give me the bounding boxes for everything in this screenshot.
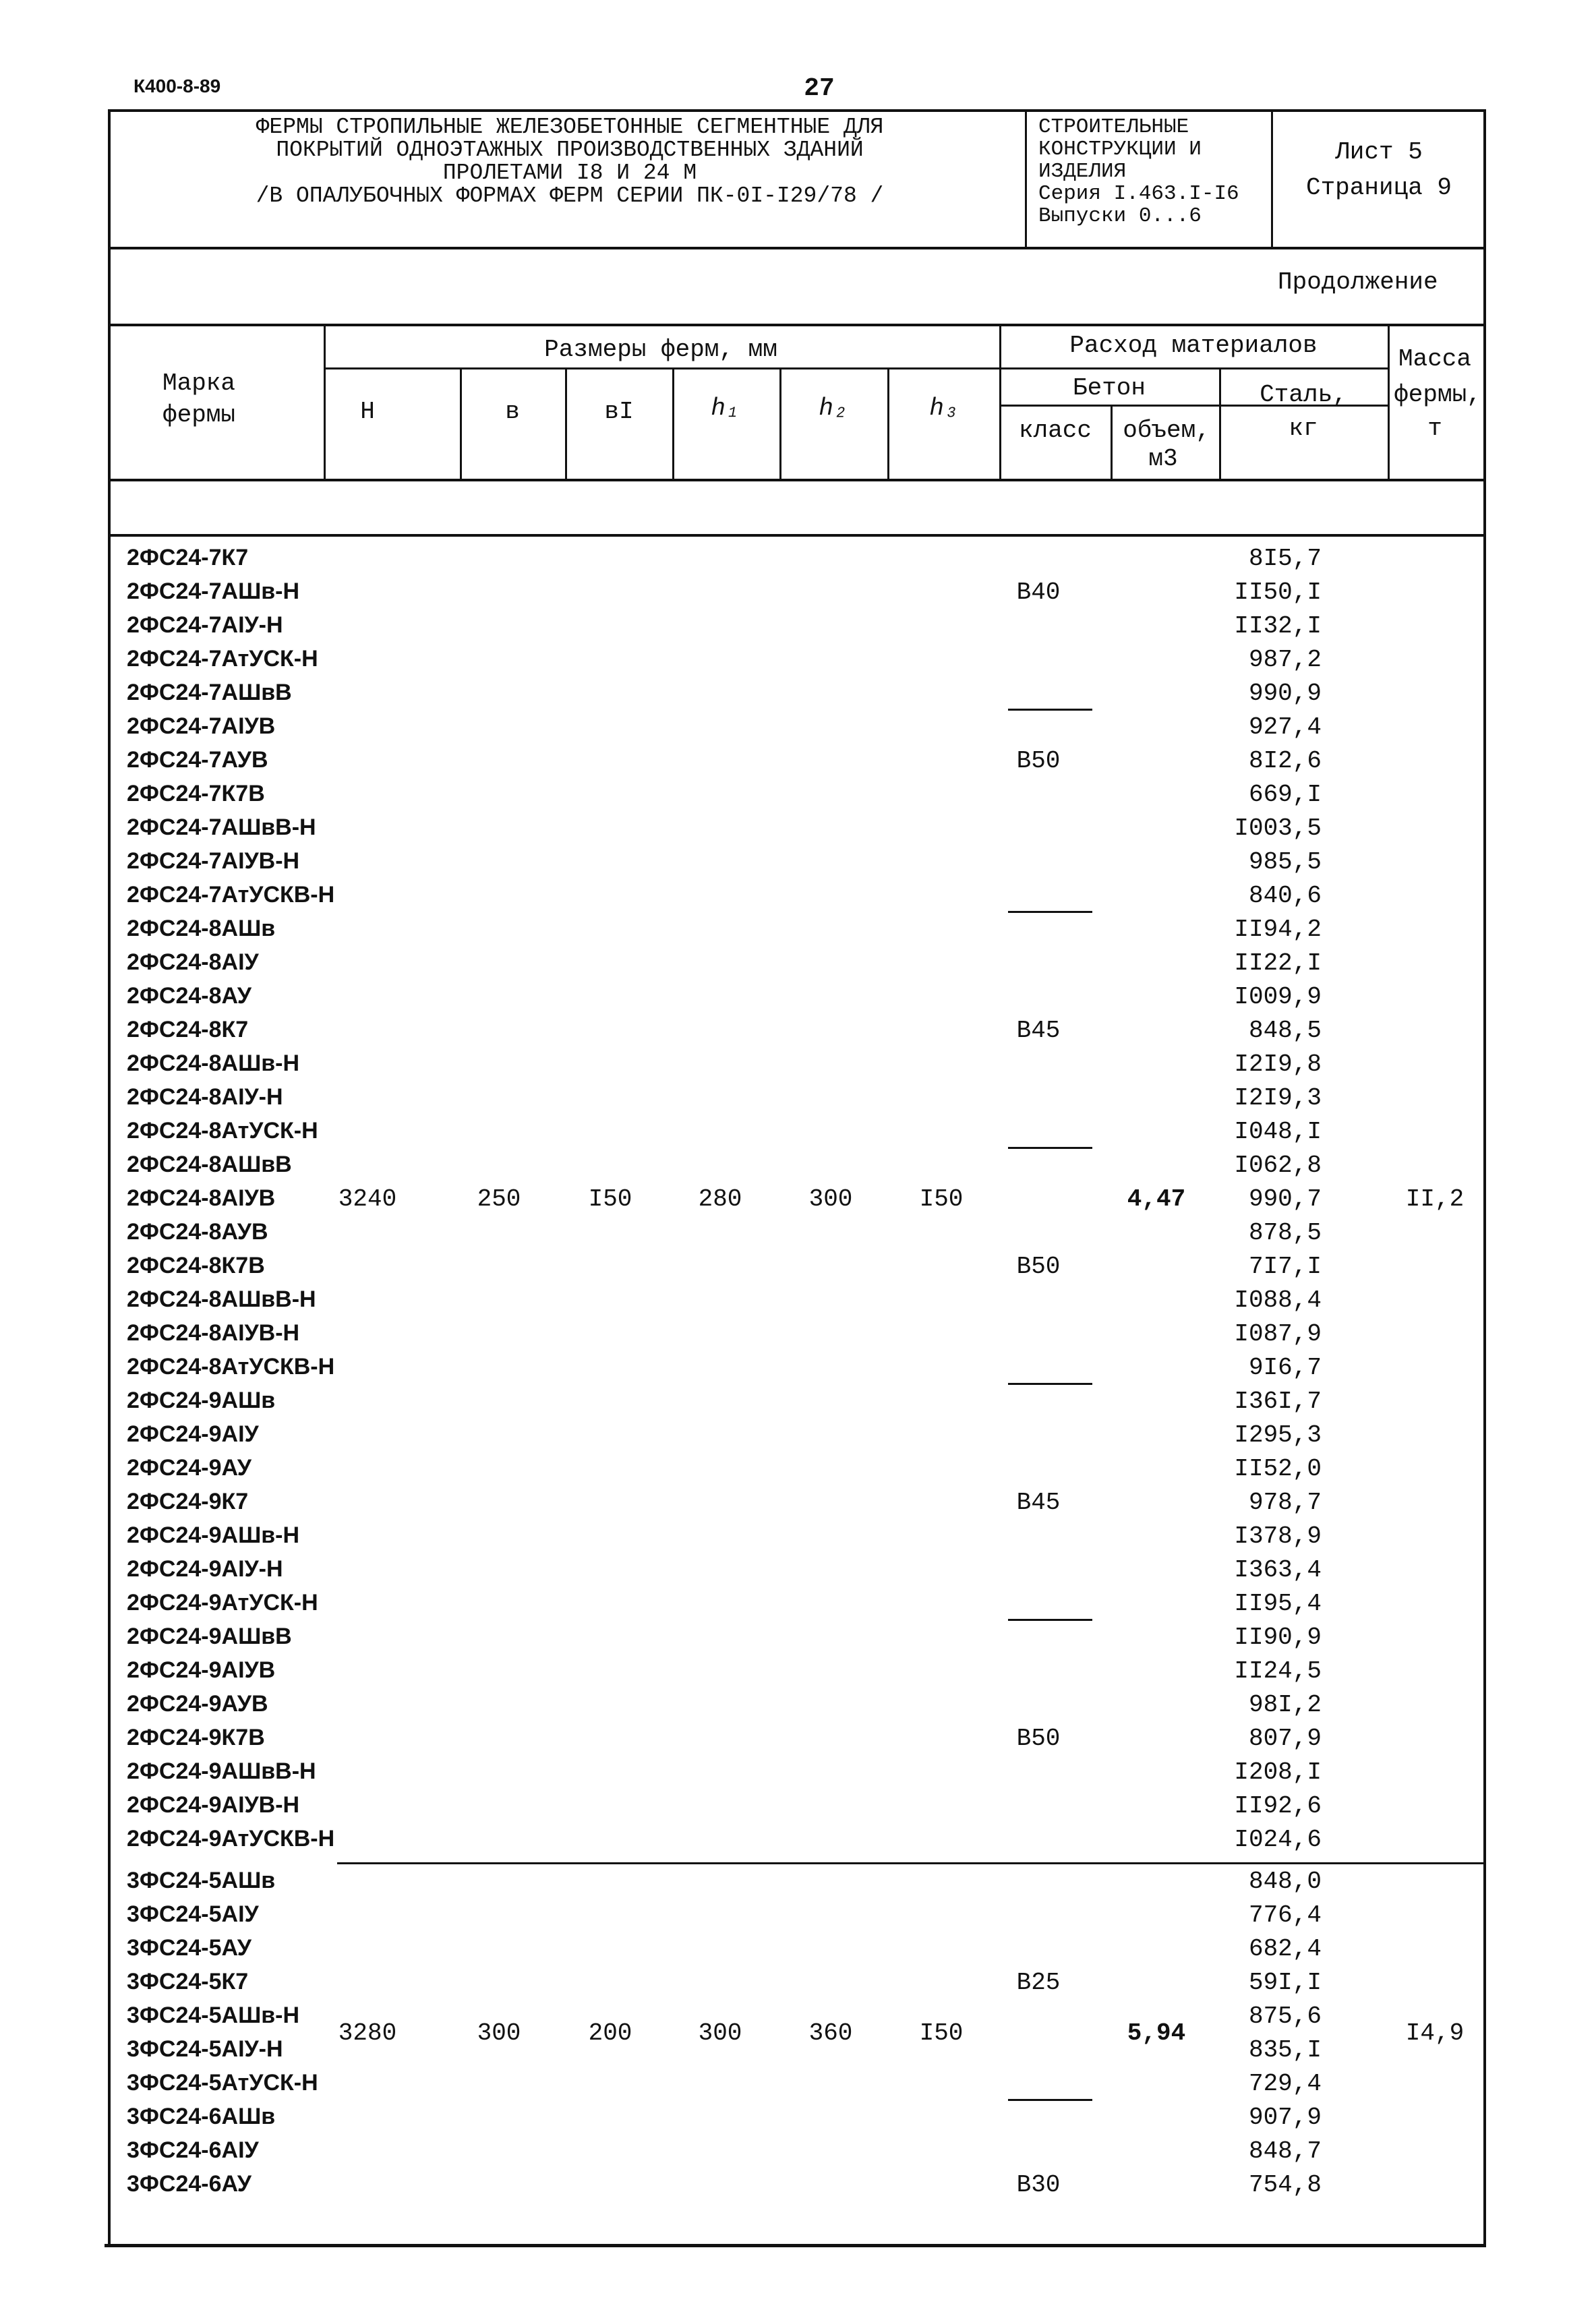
title-block — [121, 116, 1018, 208]
table-row-mark: 2ФС24-8К7В — [127, 1253, 265, 1278]
frame-left — [108, 109, 111, 2247]
class-divider — [1008, 1383, 1092, 1385]
table-row-steel: 59I,I — [1248, 1969, 1322, 1996]
table-row-steel: 907,9 — [1248, 2104, 1322, 2131]
sheet-label: Лист 5 — [1335, 138, 1423, 166]
col-materials-label: Расход материалов — [1069, 332, 1318, 359]
col-b: в — [505, 398, 520, 425]
table-row-steel: 978,7 — [1248, 1489, 1322, 1516]
table-row-steel: I2I9,3 — [1234, 1084, 1322, 1112]
table-row-mark: 2ФС24-8АШв — [127, 916, 276, 941]
table-row-mark: 2ФС24-8АШвВ-Н — [127, 1286, 316, 1312]
table-row-mark: 2ФС24-7АУВ — [127, 747, 268, 773]
col-volume-label: объем, — [1123, 417, 1210, 444]
vline-mark — [324, 324, 326, 480]
table-row-mark: 2ФС24-8АУ — [127, 983, 252, 1009]
group-b1: I50 — [588, 1185, 632, 1213]
title-bottom-line — [108, 247, 1486, 249]
series-line: Выпуски 0...6 — [1038, 204, 1202, 228]
continuation-label: Продолжение — [1278, 268, 1438, 296]
series-line: КОНСТРУКЦИИ И — [1038, 138, 1202, 161]
series-line: ИЗДЕЛИЯ — [1038, 160, 1127, 183]
vline-b1 — [672, 367, 674, 480]
concrete-class: В45 — [1016, 1017, 1061, 1044]
table-row-steel: II50,I — [1234, 579, 1322, 606]
table-row-steel: 848,7 — [1248, 2137, 1322, 2165]
table-row-mark: 3ФС24-6АIУ — [127, 2137, 259, 2163]
concrete-class: В25 — [1016, 1969, 1061, 1996]
table-top-line — [108, 324, 1486, 326]
concrete-class: В50 — [1016, 1253, 1061, 1280]
table-row-mark: 3ФС24-6АУ — [127, 2171, 252, 2197]
table-row-mark: 3ФС24-5К7 — [127, 1969, 249, 1994]
table-row-steel: II32,I — [1234, 612, 1322, 640]
table-row-steel: 848,0 — [1248, 1868, 1322, 1895]
table-row-steel: 8I5,7 — [1248, 545, 1322, 572]
table-row-mark: 2ФС24-7АIУВ-Н — [127, 848, 300, 874]
table-row-steel: I024,6 — [1234, 1826, 1322, 1854]
group-b: 250 — [477, 1185, 521, 1213]
group-mass: II,2 — [1405, 1185, 1465, 1213]
group-h2: 360 — [808, 2019, 853, 2047]
title-line: /В ОПАЛУБОЧНЫХ ФОРМАХ ФЕРМ СЕРИИ ПК-0I-I29/78 / — [256, 183, 884, 208]
table-row-mark: 2ФС24-9АШв — [127, 1388, 276, 1413]
col-volume-unit: м3 — [1148, 445, 1178, 473]
table-row-mark: 3ФС24-5АIУ-Н — [127, 2036, 283, 2062]
table-row-steel: 7I7,I — [1248, 1253, 1322, 1280]
vline-h2 — [887, 367, 889, 480]
table-row-mark: 2ФС24-9АIУ — [127, 1421, 259, 1447]
doc-code: К400-8-89 — [134, 76, 221, 96]
title-line: ПРОЛЕТАМИ I8 И 24 М — [442, 160, 697, 185]
frame-top — [108, 109, 1486, 112]
table-row-steel: 848,5 — [1248, 1017, 1322, 1044]
table-row-steel: 98I,2 — [1248, 1691, 1322, 1719]
col-h3: h₃ — [929, 394, 959, 422]
table-row-steel: I36I,7 — [1234, 1388, 1322, 1415]
col-h2: h₂ — [819, 394, 848, 422]
table-row-steel: I062,8 — [1234, 1152, 1322, 1179]
class-divider — [1008, 709, 1092, 711]
group-separator — [337, 1862, 1483, 1864]
table-row-steel: 807,9 — [1248, 1725, 1322, 1752]
series-line: СТРОИТЕЛЬНЫЕ — [1038, 115, 1189, 139]
table-row-steel: I2I9,8 — [1234, 1050, 1322, 1078]
table-row-mark: 2ФС24-9АIУ-Н — [127, 1556, 283, 1582]
table-row-steel: 985,5 — [1248, 848, 1322, 876]
table-row-mark: 2ФС24-8АУВ — [127, 1219, 268, 1245]
table-row-steel: 754,8 — [1248, 2171, 1322, 2199]
col-concrete-label: Бетон — [1072, 374, 1146, 402]
table-row-steel: 927,4 — [1248, 713, 1322, 741]
col-mass-unit: т — [1427, 415, 1442, 442]
col-dimensions-label: Размеры ферм, мм — [544, 336, 777, 363]
col-steel-label: Сталь, — [1260, 381, 1347, 409]
header-bottom-line — [108, 479, 1486, 481]
table-row-mark: 2ФС24-8АтУСК-Н — [127, 1118, 318, 1144]
col-mark-label-2: фермы — [162, 401, 236, 429]
table-row-steel: 8I2,6 — [1248, 747, 1322, 775]
table-row-mark: 3ФС24-6АШв — [127, 2104, 276, 2129]
vline-materials — [999, 324, 1001, 480]
table-row-mark: 2ФС24-7АтУСК-Н — [127, 646, 318, 672]
table-row-steel: 776,4 — [1248, 1901, 1322, 1929]
group-h3: I50 — [919, 1185, 964, 1213]
class-divider — [1008, 1619, 1092, 1621]
table-row-mark: 3ФС24-5АШв — [127, 1868, 276, 1893]
table-row-mark: 2ФС24-9АШвВ-Н — [127, 1758, 316, 1784]
table-row-mark: 3ФС24-5АIУ — [127, 1901, 259, 1927]
table-row-steel: I088,4 — [1234, 1286, 1322, 1314]
body-top-line — [108, 534, 1486, 537]
table-row-steel: 840,6 — [1248, 882, 1322, 910]
table-row-steel: I363,4 — [1234, 1556, 1322, 1584]
group-volume: 5,94 — [1127, 2019, 1186, 2047]
table-row-steel: II24,5 — [1234, 1657, 1322, 1685]
table-row-steel: I087,9 — [1234, 1320, 1322, 1348]
table-row-steel: 990,7 — [1248, 1185, 1322, 1213]
table-row-steel: 990,9 — [1248, 680, 1322, 707]
table-row-steel: I295,3 — [1234, 1421, 1322, 1449]
class-divider — [1008, 1147, 1092, 1149]
concrete-class: В45 — [1016, 1489, 1061, 1516]
series-block — [1038, 116, 1239, 227]
class-divider — [1008, 911, 1092, 913]
table-row-steel: I048,I — [1234, 1118, 1322, 1146]
table-row-mark: 2ФС24-7АIУ-Н — [127, 612, 283, 638]
table-row-mark: 2ФС24-9АтУСКВ-Н — [127, 1826, 335, 1851]
page-number: 27 — [804, 74, 835, 103]
table-row-mark: 2ФС24-7АтУСКВ-Н — [127, 882, 335, 908]
col-h1: h₁ — [711, 394, 740, 422]
class-divider — [1008, 2099, 1092, 2101]
table-row-steel: 875,6 — [1248, 2003, 1322, 2030]
table-row-mark: 2ФС24-8АIУВ-Н — [127, 1320, 300, 1346]
table-row-mark: 2ФС24-9АШв-Н — [127, 1522, 300, 1548]
table-row-mark: 2ФС24-8АШв-Н — [127, 1050, 300, 1076]
group-H: 3280 — [338, 2019, 397, 2047]
table-row-steel: 729,4 — [1248, 2070, 1322, 2098]
vline-H — [460, 367, 462, 480]
table-row-steel: II92,6 — [1234, 1792, 1322, 1820]
title-divider-2 — [1271, 109, 1273, 247]
group-h1: 300 — [698, 2019, 742, 2047]
page-label: Страница 9 — [1305, 174, 1452, 202]
group-volume: 4,47 — [1127, 1185, 1186, 1213]
table-row-mark: 2ФС24-8АIУ-Н — [127, 1084, 283, 1110]
table-row-steel: II22,I — [1234, 949, 1322, 977]
title-line: ФЕРМЫ СТРОПИЛЬНЫЕ ЖЕЛЕЗОБЕТОННЫЕ СЕГМЕНТНЫЕ ДЛЯ — [256, 115, 884, 140]
vline-mass — [1388, 324, 1390, 480]
table-row-steel: II52,0 — [1234, 1455, 1322, 1483]
table-row-mark: 2ФС24-9АIУВ-Н — [127, 1792, 300, 1818]
vline-h1 — [779, 367, 781, 480]
vline-class — [1111, 405, 1113, 480]
group-H: 3240 — [338, 1185, 397, 1213]
table-row-steel: II90,9 — [1234, 1624, 1322, 1651]
table-row-mark: 2ФС24-8К7 — [127, 1017, 249, 1042]
table-row-mark: 2ФС24-7К7В — [127, 781, 265, 806]
group-h1: 280 — [698, 1185, 742, 1213]
table-row-steel: II94,2 — [1234, 916, 1322, 943]
table-row-mark: 2ФС24-9АУВ — [127, 1691, 268, 1717]
table-row-steel: 682,4 — [1248, 1935, 1322, 1963]
group-h3: I50 — [919, 2019, 964, 2047]
concrete-class: В40 — [1016, 579, 1061, 606]
table-row-steel: I208,I — [1234, 1758, 1322, 1786]
vline-volume — [1219, 367, 1221, 480]
group-b: 300 — [477, 2019, 521, 2047]
table-row-mark: 2ФС24-8АIУ — [127, 949, 259, 975]
table-row-mark: 2ФС24-8АIУВ — [127, 1185, 276, 1211]
concrete-class: В30 — [1016, 2171, 1061, 2199]
col-mass-label: Масса — [1398, 345, 1472, 373]
table-row-mark: 2ФС24-7АIУВ — [127, 713, 276, 739]
table-row-mark: 2ФС24-7АШвВ — [127, 680, 292, 705]
table-row-steel: 835,I — [1248, 2036, 1322, 2064]
table-row-mark: 2ФС24-7АШв-Н — [127, 579, 300, 604]
group-mass: I4,9 — [1405, 2019, 1465, 2047]
table-row-steel: II95,4 — [1234, 1590, 1322, 1618]
table-row-steel: I009,9 — [1234, 983, 1322, 1011]
title-divider-1 — [1025, 109, 1027, 247]
series-line: Серия I.463.I-I6 — [1038, 182, 1239, 206]
table-row-mark: 2ФС24-7К7 — [127, 545, 249, 570]
col-mass-label-2: фермы, — [1394, 381, 1481, 409]
col-class-label: класс — [1018, 417, 1092, 444]
table-row-steel: I378,9 — [1234, 1522, 1322, 1550]
table-row-mark: 2ФС24-9К7 — [127, 1489, 249, 1514]
frame-bottom — [105, 2244, 1486, 2247]
frame-right — [1483, 109, 1486, 2247]
table-row-mark: 2ФС24-9АIУВ — [127, 1657, 276, 1683]
table-row-mark: 3ФС24-5АШв-Н — [127, 2003, 300, 2028]
table-row-steel: 9I6,7 — [1248, 1354, 1322, 1382]
col-H: Н — [360, 398, 375, 425]
header-subline-1 — [324, 367, 1389, 369]
table-row-mark: 3ФС24-5АУ — [127, 1935, 252, 1961]
concrete-class: В50 — [1016, 1725, 1061, 1752]
table-row-mark: 2ФС24-9К7В — [127, 1725, 265, 1750]
table-row-mark: 2ФС24-8АШвВ — [127, 1152, 292, 1177]
table-row-steel: 987,2 — [1248, 646, 1322, 674]
group-b1: 200 — [588, 2019, 632, 2047]
vline-b — [565, 367, 567, 480]
table-row-mark: 2ФС24-9АУ — [127, 1455, 252, 1481]
table-row-steel: 878,5 — [1248, 1219, 1322, 1247]
col-mark-label: Марка — [162, 369, 236, 397]
table-row-mark: 2ФС24-9АШвВ — [127, 1624, 292, 1649]
col-b1: вI — [604, 398, 634, 425]
table-row-mark: 2ФС24-9АтУСК-Н — [127, 1590, 318, 1616]
table-row-steel: I003,5 — [1234, 814, 1322, 842]
table-row-mark: 2ФС24-7АШвВ-Н — [127, 814, 316, 840]
col-steel-unit: кг — [1289, 415, 1318, 442]
table-row-mark: 2ФС24-8АтУСКВ-Н — [127, 1354, 335, 1380]
title-line: ПОКРЫТИЙ ОДНОЭТАЖНЫХ ПРОИЗВОДСТВЕННЫХ ЗДАНИЙ — [276, 138, 864, 162]
group-h2: 300 — [808, 1185, 853, 1213]
concrete-class: В50 — [1016, 747, 1061, 775]
table-row-mark: 3ФС24-5АтУСК-Н — [127, 2070, 318, 2096]
table-row-steel: 669,I — [1248, 781, 1322, 808]
